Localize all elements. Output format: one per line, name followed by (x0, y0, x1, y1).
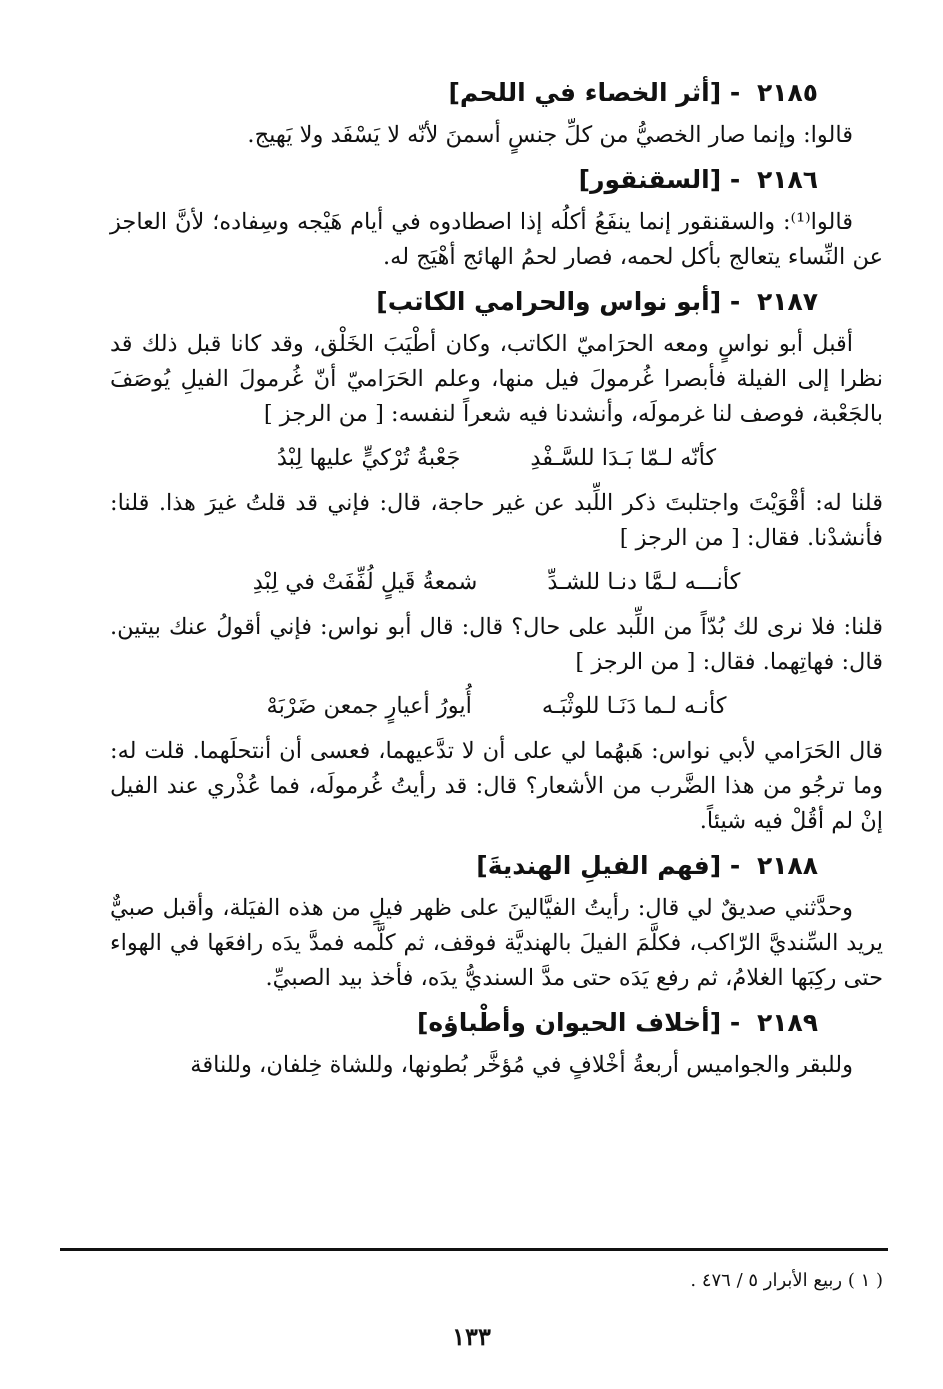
entry-heading: - [فهم الفيلِ الهنديةَ] (476, 851, 741, 880)
entry-number: ٢١٨٧ (756, 287, 818, 316)
entry-title (110, 1002, 883, 1044)
footnote: ( ١ ) ربيع الأبرار ٥ / ٤٧٦ . (690, 1270, 883, 1291)
paragraph: قال الحَرَامي لأبي نواس: هَبهُما لي على أن لا تدَّعيهما، فعسى أن أنتحلَهما. قلت له: وما ترجُو من هذا الضَّرب من الأشعار؟ قال: قد رأيتُ غُرمولَه، فما عُذْري عند الفيل إنْ لم أقُلْ فيه شيئاً. (110, 738, 883, 834)
paragraph: قالوا: وإنما صار الخصيُّ من كلِّ جنسٍ أسمنَ لأنّه لا يَسْفَد ولا يَهيج. (247, 122, 853, 148)
entry-heading: - [أبو نواس والحرامي الكاتب] (376, 287, 741, 316)
paragraph: أقبل أبو نواسٍ ومعه الحرَاميّ الكاتب، وكان أطْيَبَ الخَلْق، وقد كانا قبل ذلك قد نظرا إلى الفيلة فأبصرا غُرمولَ فيل منها، وعلم الحَرَاميّ أنّ غُرمولَ الفيلِ يُوصَفَ بالجَعْبة، فوصف لنا غرمولَه، وأنشدنا فيه شعراً لنفسه: [ من الرجز ] (110, 331, 883, 427)
page-body (110, 70, 883, 1089)
entry-number: ٢١٨٩ (756, 1008, 818, 1037)
verse-first-hemistich: كأنـــه لـمَّا دنـا للشـدِّ (547, 569, 741, 595)
entry-title (110, 72, 883, 114)
paragraph: وحدَّثني صديقٌ لي قال: رأيتُ الفيَّالينَ على ظهر فيلٍ من هذه الفيَلة، وأقبل صبيٌّ يريد السِّنديَّ الرّاكب، فكلَّمَ الفيلَ بالهنديَّة فوقف، ثم كلَّمه فمدَّ يدَه رافعَها في الهواء حتى ركِبَها الغلامُ، ثم رفع يَدَه حتى مدَّ السنديُّ يدَه، فأخذ بيد الصبيِّ. (110, 895, 883, 991)
entry-title (110, 159, 883, 201)
paragraph: قلنا: فلا نرى لك بُدّاً من اللِّبد على حال؟ قال: قال أبو نواس: فإني أقولُ عنك بيتين. قال: فهاتِهما. فقال: [ من الرجز ] (110, 614, 883, 675)
page-number: ١٣٣ (452, 1322, 491, 1351)
paragraph: وللبقر والجواميس أربعةُ أخْلافٍ في مُؤخَّر بُطونها، وللشاة خِلفان، وللناقة (190, 1052, 853, 1078)
entry-number: ٢١٨٨ (756, 851, 818, 880)
verse (110, 438, 883, 478)
verse (110, 686, 883, 726)
paragraph: قالوا⁽¹⁾: والسقنقور إنما ينفَعُ أكلُه إذا اصطادوه في أيام هَيْجه وسِفاده؛ لأنَّ العاجز عن النِّساء يتعالج بأكل لحمه، فصار لحمُ الهائج أهْيَج له. (110, 209, 883, 270)
verse-first-hemistich: كأنـه لـما دَنَـا للوثْبَـه (541, 693, 727, 719)
entry-heading: - [أخلاف الحيوان وأطْباؤه] (416, 1008, 741, 1037)
verse (110, 562, 883, 602)
entry-title (110, 281, 883, 323)
verse-second-hemistich: جَعْبةُ تُرْكيٍّ عليها لِبْدُ (276, 445, 461, 471)
entry-title (110, 845, 883, 887)
verse-second-hemistich: شمعةُ قَيلٍ لُفِّفَتْ في لِبْدِ (252, 569, 478, 595)
verse-second-hemistich: أُيورُ أعيارٍ جمعن ضَرْبَهْ (266, 693, 472, 719)
entry-number: ٢١٨٦ (756, 165, 818, 194)
entry-number: ٢١٨٥ (756, 78, 818, 107)
entry-heading: - [السقنقور] (578, 165, 741, 194)
entry-heading: - [أثر الخصاء في اللحم] (448, 78, 741, 107)
paragraph: قلنا له: أقْوَيْتَ واجتلبتَ ذكر اللِّبد عن غير حاجة، قال: فإني قد قلتُ غيرَ هذا. قلنا: فأنشدْنا. فقال: [ من الرجز ] (110, 490, 883, 551)
verse-first-hemistich: كأنّه لـمّا بَـدَا للسَّـفْدِ (530, 445, 717, 471)
footnote-divider (60, 1248, 888, 1251)
